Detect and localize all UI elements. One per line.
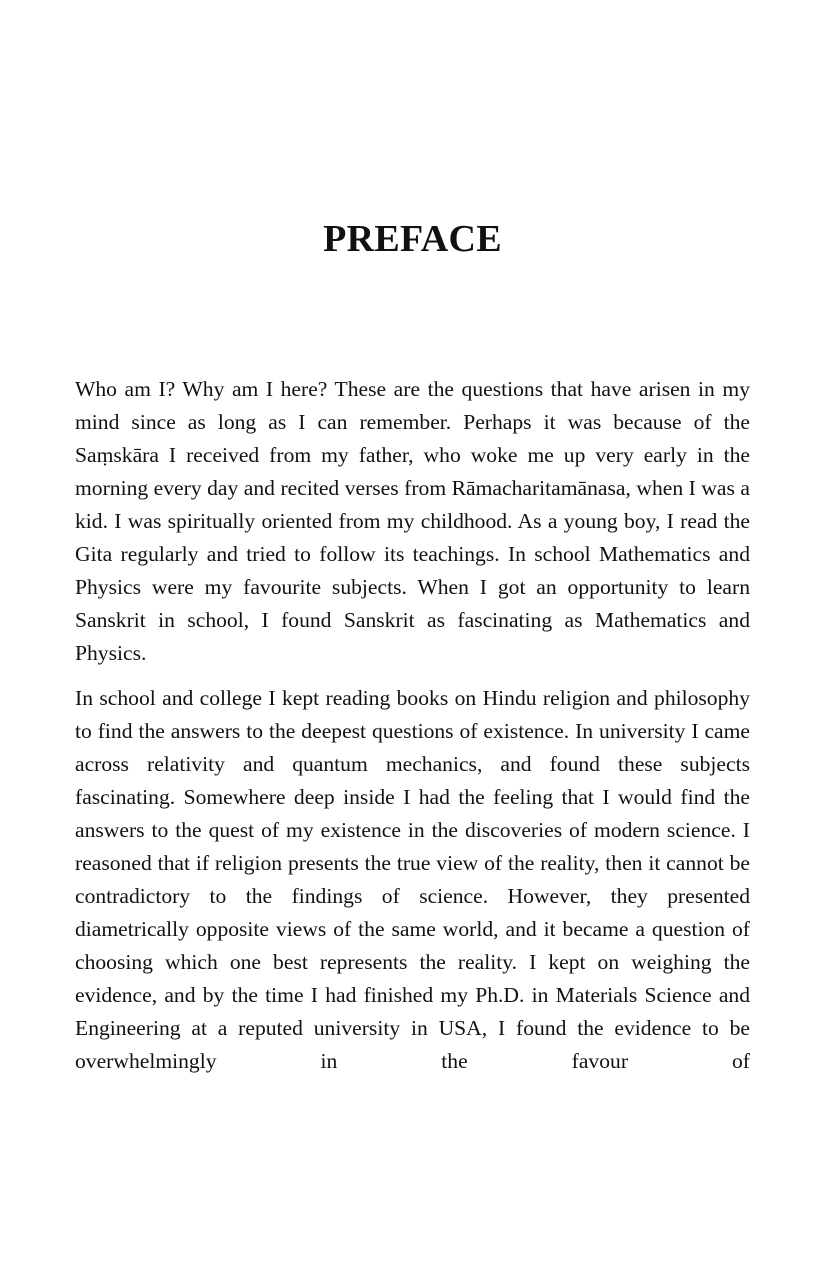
paragraph-1: Who am I? Why am I here? These are the questions that have arisen in my mind since as long as I can remember. Perhaps it was because of the Saṃskāra I received from my father, who woke me up very early in the morning every day and recited verses from Rāmacharitamānasa, when I was a kid. I was spiritually oriented from my childhood. As a young boy, I read the Gita regularly and tried to follow its teachings. In school Mathematics and Physics were my favourite subjects. When I got an opportunity to learn Sanskrit in school, I found Sanskrit as fascinating as Mathematics and Physics. bbox=[75, 377, 750, 665]
page-title: PREFACE bbox=[323, 218, 502, 260]
paragraph-2: In school and college I kept reading books on Hindu religion and philosophy to find the answers to the deepest questions of existence. In university I came across relativity and quantum mechanics, and found these subjects fascinating. Somewhere deep inside I had the feeling that I would find the answers to the quest of my existence in the discoveries of modern science. I reasoned that if religion presents the true view of the reality, then it cannot be contradictory to the findings of science. However, they presented diametrically opposite views of the same world, and it became a question of choosing which one best represents the reality. I kept on weighing the evidence, and by the time I had finished my Ph.D. in Materials Science and Engineering at a reputed university in USA, I found the evidence to be overwhelmingly in the favour of bbox=[75, 686, 750, 1073]
preface-body bbox=[75, 373, 750, 1090]
